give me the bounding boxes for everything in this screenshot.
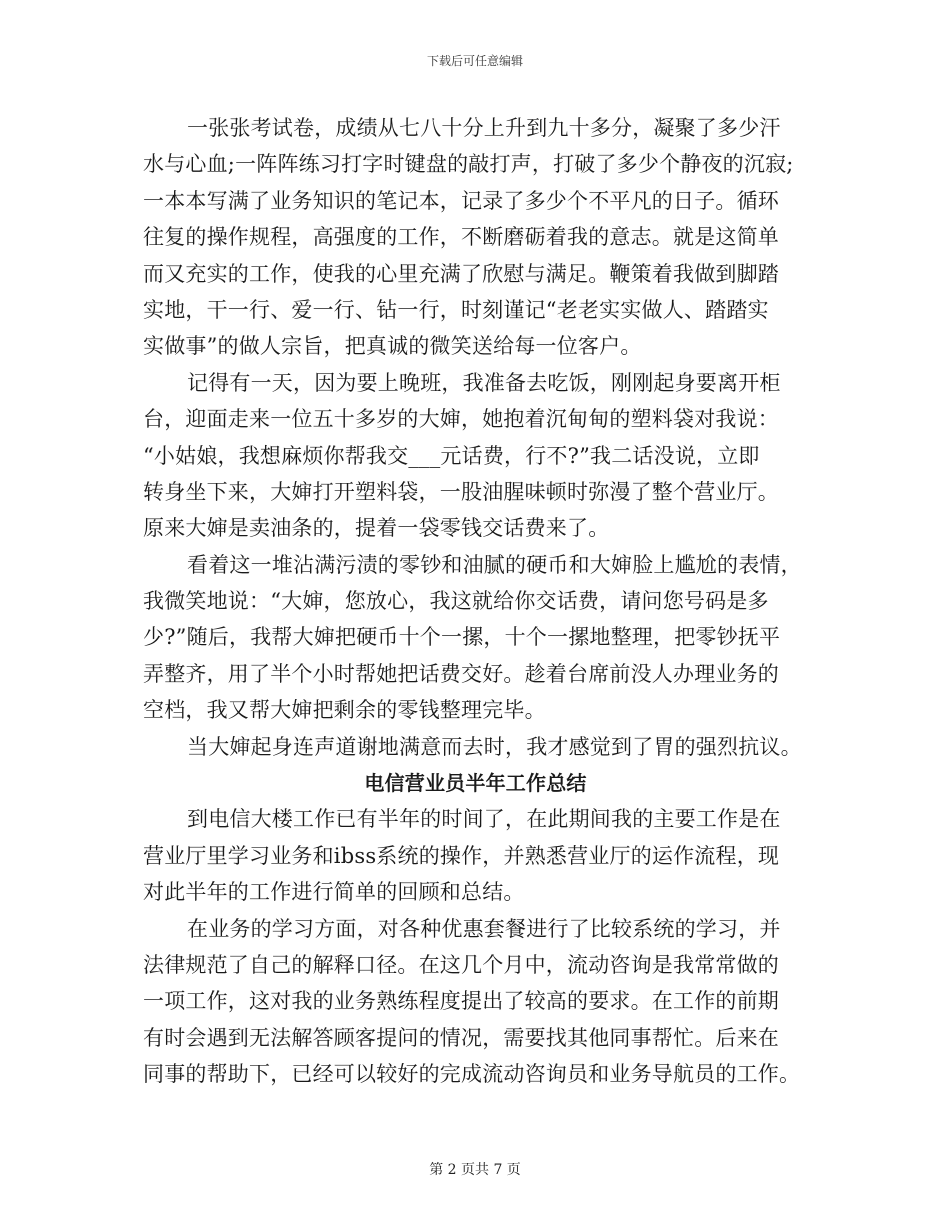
text-line: 少?”随后，我帮大婶把硬币十个一摞，十个一摞地整理，把零钞抚平 xyxy=(143,625,781,650)
text-line: “小姑娘，我想麻烦你帮我交___元话费，行不?”我二话没说，立即 xyxy=(143,443,760,468)
section-heading: 电信营业员半年工作总结 xyxy=(364,771,587,796)
text-line: 我微笑地说：“大婶，您放心，我这就给你交话费，请问您号码是多 xyxy=(143,589,769,614)
text-line: 看着这一堆沾满污渍的零钞和油腻的硬币和大婶脸上尴尬的表情， xyxy=(187,552,802,577)
text-line: 在业务的学习方面，对各种优惠套餐进行了比较系统的学习，并 xyxy=(187,916,781,941)
text-line: 记得有一天，因为要上晚班，我准备去吃饭，刚刚起身要离开柜 xyxy=(187,370,781,395)
page-footer: 第 2 页共 7 页 xyxy=(429,1162,521,1178)
text-line: 转身坐下来，大婶打开塑料袋，一股油腥味顿时弥漫了整个营业厅。 xyxy=(143,479,779,504)
text-line: 水与心血;一阵阵练习打字时键盘的敲打声，打破了多少个静夜的沉寂; xyxy=(143,152,794,177)
text-line: 空档，我又帮大婶把剩余的零钱整理完毕。 xyxy=(143,698,546,723)
text-line: 营业厅里学习业务和ibss系统的操作，并熟悉营业厅的运作流程，现 xyxy=(143,843,780,868)
text-line: 往复的操作规程，高强度的工作，不断磨砺着我的意志。就是这简单 xyxy=(143,225,779,250)
text-line: 对此半年的工作进行简单的回顾和总结。 xyxy=(143,880,525,905)
text-line: 有时会遇到无法解答顾客提问的情况，需要找其他同事帮忙。后来在 xyxy=(143,1025,779,1050)
text-line: 当大婶起身连声道谢地满意而去时，我才感觉到了胃的强烈抗议。 xyxy=(187,734,802,759)
text-line: 原来大婶是卖油条的，提着一袋零钱交话费来了。 xyxy=(143,516,610,541)
text-line: 台，迎面走来一位五十多岁的大婶，她抱着沉甸甸的塑料袋对我说： xyxy=(143,407,779,432)
text-line: 实地，干一行、爱一行、钻一行，时刻谨记“老老实实做人、踏踏实 xyxy=(143,297,769,322)
text-line: 同事的帮助下，已经可以较好的完成流动咨询员和业务导航员的工作。 xyxy=(143,1062,801,1087)
text-line: 而又充实的工作，使我的心里充满了欣慰与满足。鞭策着我做到脚踏 xyxy=(143,261,779,286)
document-body xyxy=(143,110,808,1093)
text-line: 实做事”的做人宗旨，把真诚的微笑送给每一位客户。 xyxy=(143,334,642,359)
text-line: 法律规范了自己的解释口径。在这几个月中，流动咨询是我常常做的 xyxy=(143,952,779,977)
page-header: 下载后可任意编辑 xyxy=(426,54,523,68)
text-line: 弄整齐，用了半个小时帮她把话费交好。趁着台席前没人办理业务的 xyxy=(143,661,779,686)
text-line: 一张张考试卷，成绩从七八十分上升到九十多分，凝聚了多少汗 xyxy=(187,116,781,140)
text-line: 到电信大楼工作已有半年的时间了，在此期间我的主要工作是在 xyxy=(187,807,781,832)
text-line: 一本本写满了业务知识的笔记本，记录了多少个不平凡的日子。循环 xyxy=(143,188,779,213)
text-line: 一项工作，这对我的业务熟练程度提出了较高的要求。在工作的前期 xyxy=(143,989,779,1014)
